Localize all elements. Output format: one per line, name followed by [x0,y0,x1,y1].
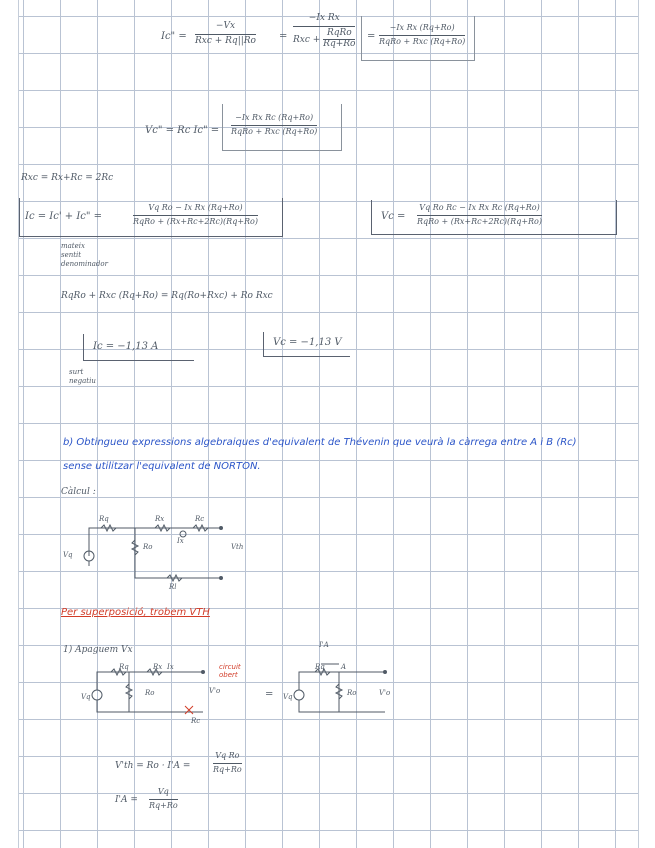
eq-ia-lhs: I'A = [115,795,138,805]
eq-ia-denominator: Rq+Ro [149,800,178,810]
ic-note-line-2: sentit [61,250,82,259]
circuit2-ix-label: Ix [167,663,174,671]
circuit2-ro-label: Ro [145,689,155,697]
circuit3-ro-label: Ro [347,689,357,697]
eq1-f2-denominator [293,29,355,50]
eq2-fraction [231,114,317,137]
ic-total-fraction [133,204,258,227]
circuit1-ix-label: Ix [177,537,184,545]
eq1-f2-den-nested [323,29,355,50]
eq1-fraction-2 [293,14,355,50]
eq-vth1-fraction [213,752,242,775]
result-ic: Ic = −1,13 A [93,341,159,352]
circuit3-rq-label: Rq [315,663,325,671]
circuit1-rc-label: Rc [195,515,205,523]
ic-total-lhs: Ic = Ic' + Ic" = [25,211,103,222]
eq1-f2-numerator: −Ix Rx [308,13,340,23]
circuit2-rq-label: Rq [119,663,129,671]
eq2-numerator: −Ix Rx Rc (Rq+Ro) [235,113,314,122]
eq-vth1-lhs: V'th = Ro · I'A = [115,761,191,771]
circuit3-vo-label: V'o [379,689,391,697]
vc-total-denominator: RqRo + (Rx+Rc+2Rc)(Rq+Ro) [417,216,542,226]
question-b-line-1: b) Obtingueu expressions algebraiques d'equivalent de Thévenin que veurà la càrrega entre A i B (Rc) [63,437,577,448]
circuits-equals-sign: = [265,689,274,700]
circuit2-vq-label: Vq [81,693,91,701]
result-note [69,368,96,386]
eq1-equals-2: = [367,31,376,42]
circuit1-ro-label: Ro [143,543,153,551]
ic-note [61,242,108,268]
circuit2-rx-label: Rx [153,663,163,671]
eq-vth1-denominator: Rq+Ro [213,764,242,774]
circuit3-ia-label: I'A [319,641,329,649]
result-vc: Vc = −1,13 V [273,337,342,348]
eq1-lhs: Ic" = [161,31,187,42]
eq1-f1-denominator: Rxc + Rq||Ro [195,35,256,46]
circuit2-note: circuit obert [219,663,241,679]
circuit-2-diagram [83,662,233,732]
question-b-line-2: sense utilitzar l'equivalent de NORTON. [63,461,261,472]
circuit1-rx-label: Rx [155,515,165,523]
eq1-f3-denominator: RqRo + Rxc (Rq+Ro) [379,36,466,46]
result-note-line-1: surt [69,368,84,376]
circuit1-vth-label: Vth [231,543,244,551]
eq1-f1-numerator: −Vx [215,21,236,31]
circuit3-a-label: A [341,663,347,671]
vc-total-fraction [417,204,542,227]
ic-note-line-3: denominador [61,259,108,268]
eq1-f2-den-a: Rxc + [293,34,321,45]
eq1-equals-1: = [279,31,288,42]
eq-ia-numerator: Vq [157,787,169,796]
circuit1-rq-label: Rq [99,515,109,523]
circuit1-rl-label: Rl [169,583,177,591]
rxc-definition: Rxc = Rx+Rc = 2Rc [21,173,114,183]
superposition-heading: Per superposició, trobem VTH [61,607,210,618]
circuit2-rc-label: Rc [191,717,201,725]
eq1-fraction-3 [379,24,465,47]
eq1-f2-den-b: RqRo [323,29,355,40]
eq1-fraction-1 [195,22,256,47]
denominator-identity: RqRo + Rxc (Rq+Ro) = Rq(Ro+Rxc) + Ro Rxc [61,291,273,301]
vc-total-numerator: Vq Ro Rc − Ix Rx Rc (Rq+Ro) [419,203,540,212]
vc-total-lhs: Vc = [381,211,406,222]
circuit1-vq-label: Vq [63,551,73,559]
circuit2-vo-label: V'o [209,687,221,695]
step1-label: 1) Apaguem Vx [63,645,133,655]
circuit-3-diagram [285,662,395,732]
eq1-f3-numerator: −Ix Rx (Rq+Ro) [389,23,455,32]
ic-note-line-1: mateix [61,242,85,250]
eq2-denominator: RqRo + Rxc (Rq+Ro) [231,126,318,136]
eq2-lhs: Vc" = Rc Ic" = [145,125,220,136]
calcul-label: Càlcul : [61,487,96,497]
circuit3-vq-label: Vq [283,693,293,701]
result-note-line-2: negatiu [69,376,96,385]
eq-ia-fraction [149,788,178,811]
ic-total-denominator: RqRo + (Rx+Rc+2Rc)(Rq+Ro) [133,216,258,226]
ic-total-numerator: Vq Ro − Ix Rx (Rq+Ro) [148,203,243,212]
notebook-page [18,0,639,848]
eq-vth1-numerator: Vq Ro [215,751,240,760]
eq1-f2-den-c: Rq+Ro [323,38,356,49]
